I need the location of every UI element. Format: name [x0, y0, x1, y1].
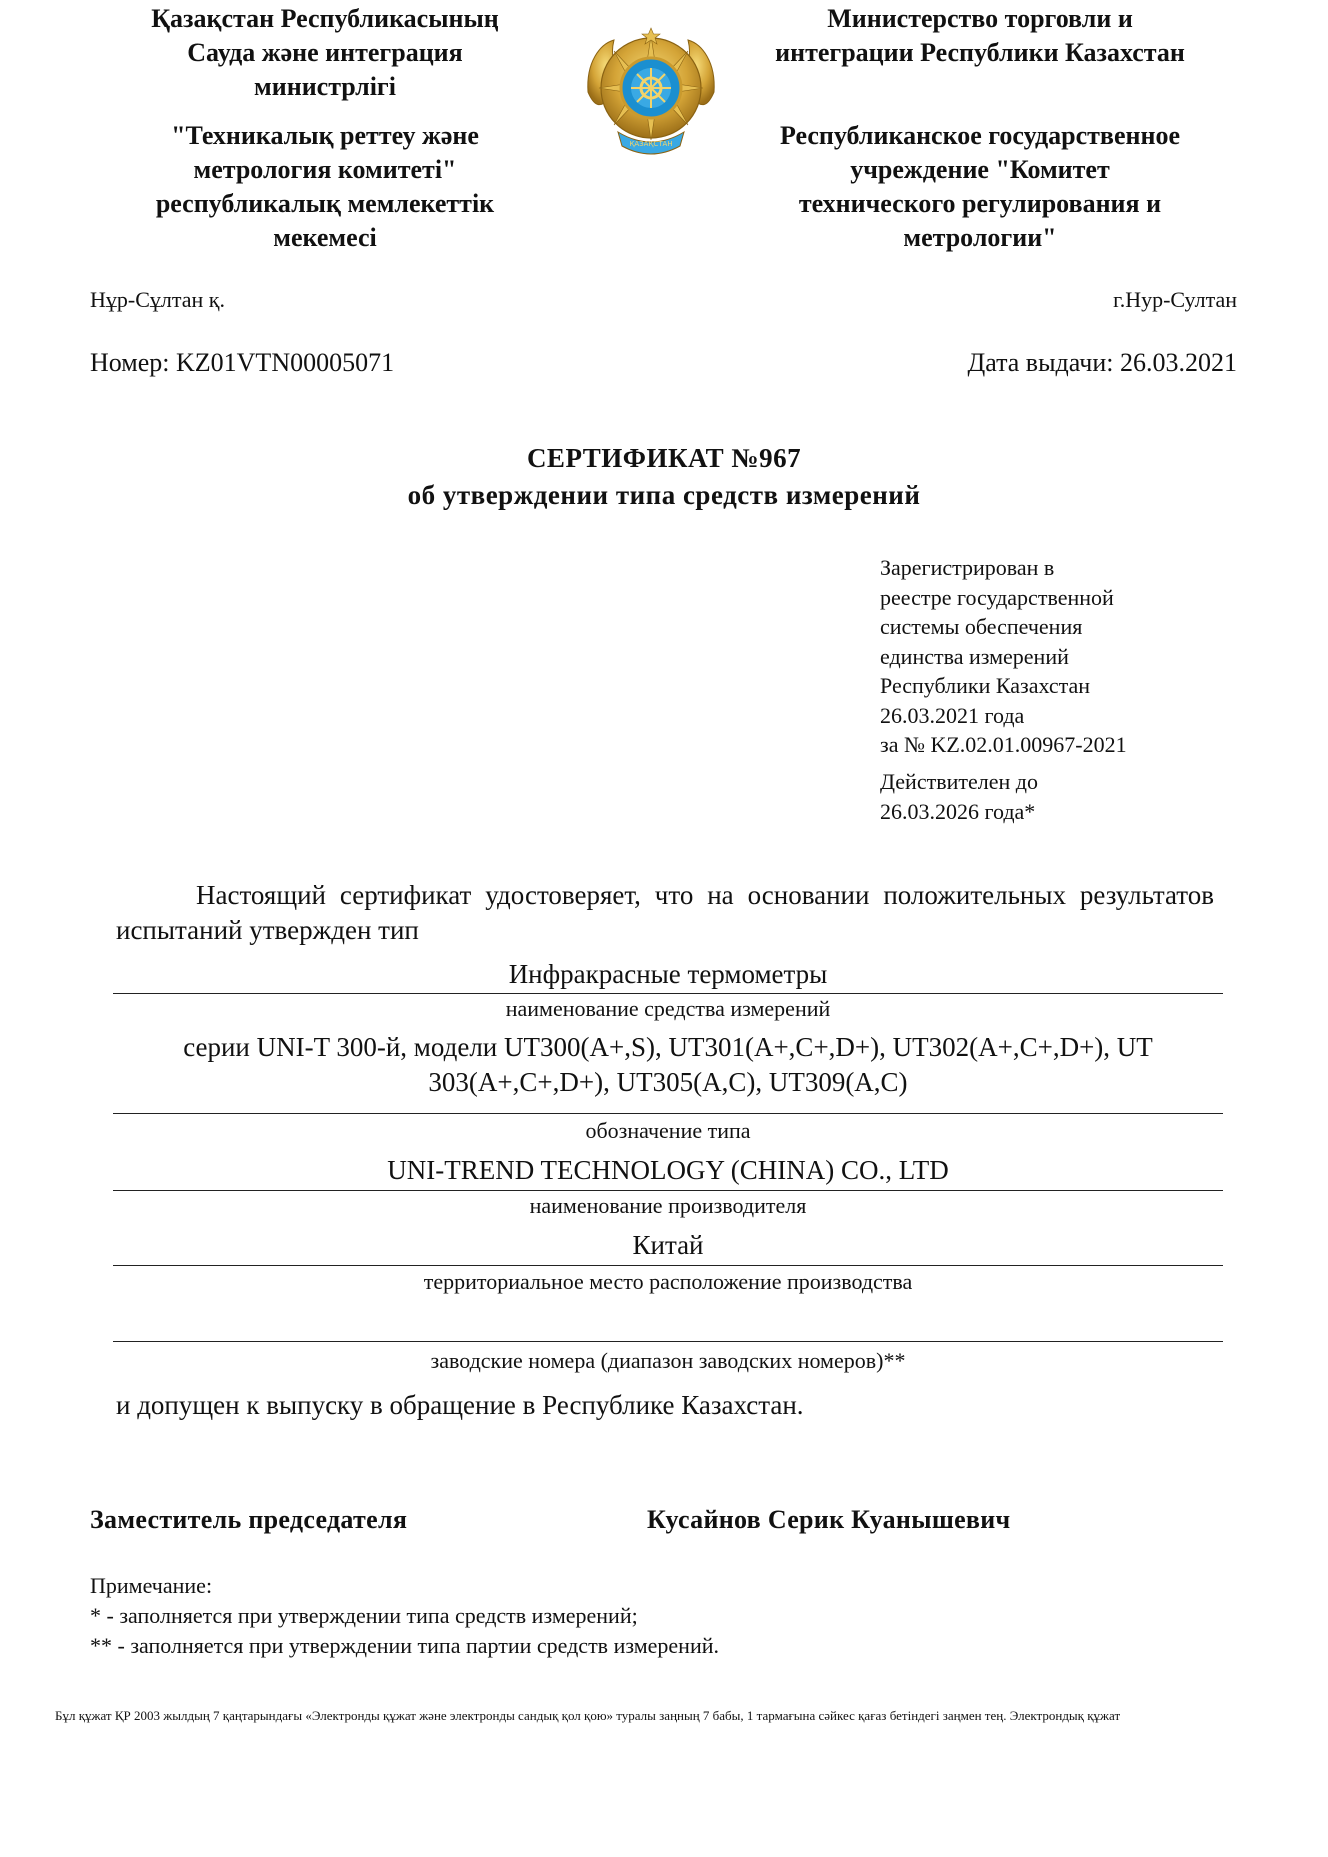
issue-date: Дата выдачи: 26.03.2021 [967, 348, 1237, 377]
ru-ministry-name: Министерство торговли и интеграции Республики Казахстан [775, 4, 1185, 67]
instrument-name-value: Инфракрасные термометры [508, 959, 828, 989]
production-location-caption: территориальное место расположение производства [423, 1269, 913, 1294]
instrument-name-line [113, 993, 1223, 994]
type-designation-line [113, 1113, 1223, 1114]
intro-paragraph: Настоящий сертификат удостоверяет, что на основании положительных результатов испытаний утвержден тип [116, 880, 1214, 945]
city-kz: Нұр-Сұлтан қ. [90, 287, 225, 312]
kazakhstan-emblem-icon [580, 22, 722, 164]
type-designation-caption: обозначение типа [585, 1118, 751, 1143]
certificate-number: Номер: KZ01VTN00005071 [90, 348, 395, 377]
ru-committee-name: Республиканское государственное учреждение "Комитет технического регулирования и метрологии" [779, 121, 1180, 252]
type-designation-value: серии UNI-T 300-й, модели UT300(A+,S), UT301(A+,C+,D+), UT302(A+,C+,D+), UT 303(A+,C+,D+), UT305(A,C), UT309(A,C) [183, 1032, 1153, 1097]
registration-block: Зарегистрирован в реестре государственной системы обеспечения единства измерений Республики Казахстан 26.03.2021 года за № KZ.02.01.00967-2021 [880, 555, 1127, 757]
production-location-value: Китай [632, 1230, 704, 1260]
instrument-name-caption: наименование средства измерений [505, 996, 831, 1021]
note-line: ** - заполняется при утверждении типа партии средств измерений. [90, 1633, 719, 1658]
admitted-statement: и допущен к выпуску в обращение в Республике Казахстан. [116, 1390, 804, 1420]
kz-committee-name: "Техникалық реттеу және метрология комитеті" республикалық мемлекеттік мекемесі [155, 121, 495, 252]
state-emblem [580, 22, 722, 164]
note-line: * - заполняется при утверждении типа средств измерений; [90, 1603, 638, 1628]
certificate-title: СЕРТИФИКАТ №967 [526, 443, 802, 473]
legal-footer: Бұл құжат ҚР 2003 жылдың 7 қаңтарындағы «Электронды құжат және электронды сандық қол қою» туралы заңның 7 бабы, 1 тармағына сәйкес қағаз бетіндегі заңмен тең. Электрондық құжат [55, 1708, 1121, 1723]
signatory-position: Заместитель председателя [90, 1505, 408, 1534]
manufacturer-caption: наименование производителя [529, 1193, 807, 1218]
manufacturer-value: UNI-TREND TECHNOLOGY (CHINA) CO., LTD [387, 1155, 949, 1185]
serial-numbers-caption: заводские номера (диапазон заводских номеров)** [430, 1348, 906, 1373]
city-ru: г.Нур-Султан [1113, 287, 1237, 312]
validity-block: Действителен до 26.03.2026 года* [880, 769, 1038, 824]
kz-ministry-name: Қазақстан Республикасының Сауда және интеграция министрлігі [151, 4, 499, 101]
certificate-subtitle: об утверждении типа средств измерений [407, 480, 921, 510]
signatory-name: Кусайнов Серик Куанышевич [647, 1505, 1011, 1534]
svg-text:ҚАЗАҚСТАН: ҚАЗАҚСТАН [629, 140, 673, 148]
serial-numbers-line [113, 1341, 1223, 1342]
manufacturer-line [113, 1190, 1223, 1191]
production-location-line [113, 1265, 1223, 1266]
footer-clip [55, 1708, 1328, 1724]
note-heading: Примечание: [90, 1573, 213, 1598]
note-block [90, 1571, 719, 1661]
